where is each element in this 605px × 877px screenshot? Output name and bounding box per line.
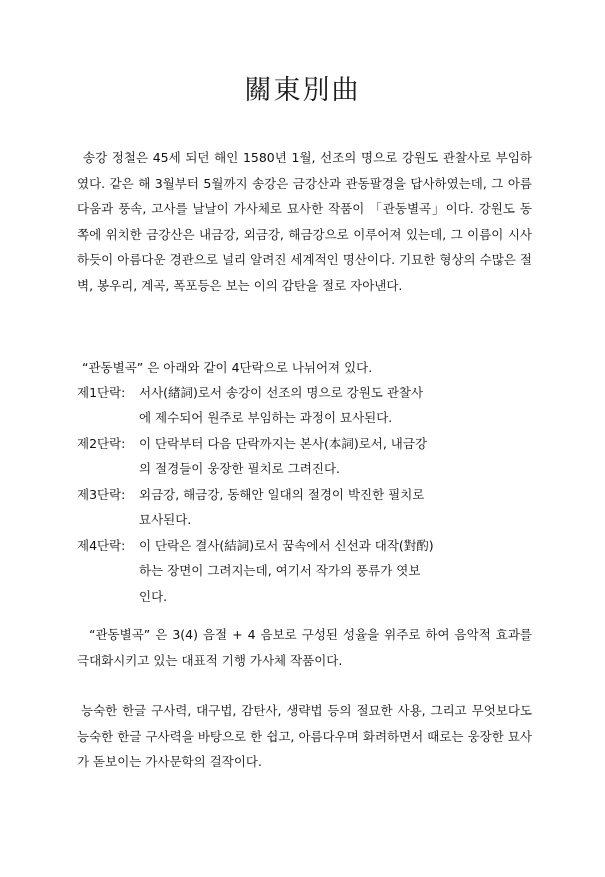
- stage-2-line1: 이 단락부터 다음 단락까지는 본사(本詞)로서, 내금강: [139, 436, 428, 451]
- stages-intro: “관동별곡” 은 아래와 같이 4단락으로 나뉘어져 있다.: [82, 360, 373, 375]
- stage-1-line2: 에 제수되어 원주로 부임하는 과정이 묘사된다.: [139, 410, 393, 426]
- stage-2-line2: 의 절경들이 웅장한 필치로 그려진다.: [139, 461, 340, 477]
- conclusion-paragraph: 능숙한 한글 구사력, 대구법, 감탄사, 생략법 등의 절묘한 사용, 그리고 무엇보다도 능숙한 한글 구사력을 바탕으로 한 쉽고, 아름다우며 화려하면서 때로는 웅장한 묘사가 돋보이는 가사문학의 걸작이다.: [77, 703, 532, 770]
- stage-4-line2: 하는 장면이 그려지는데, 여기서 작가의 풍류가 엿보: [139, 563, 421, 579]
- stage-2-label: 제2단락:: [77, 436, 126, 451]
- stage-3-label: 제3단락:: [77, 487, 126, 502]
- stage-4: [77, 533, 537, 609]
- stage-3-line1: 외금강, 해금강, 동해안 일대의 절경이 박진한 필치로: [139, 487, 425, 502]
- stage-1-line1: 서사(緖詞)로서 송강이 선조의 명으로 강원도 관찰사: [139, 385, 424, 400]
- intro-paragraph: 송강 정철은 45세 되던 해인 1580년 1월, 선조의 명으로 강원도 관찰사로 부임하였다. 같은 해 3월부터 5월까지 송강은 금강산과 관동팔경을 답사하였는데, 그 아름다움과 풍속, 고사를 날날이 가사체로 묘사한 작품이 「관동별곡」이다. 강원도 동쪽에 위치한 금강산은 내금강, 외금강, 해금강으로 이루어져 있는데, 그 이름이 시사하듯이 아름다운 경관으로 널리 알려진 세계적인 명산이다. 기묘한 형상의 수많은 절벽, 봉우리, 계곡, 폭포등은 보는 이의 감탄을 절로 자아낸다.: [77, 150, 532, 293]
- stage-1-label: 제1단락:: [77, 385, 126, 400]
- document-title: 關東別曲: [244, 75, 361, 106]
- stage-3-line2: 묘사된다.: [139, 512, 192, 528]
- meter-paragraph: “관동별곡” 은 3(4) 음절 + 4 음보로 구성된 성율을 위주로 하여 음악적 효과를 극대화시키고 있는 대표적 기행 가사체 작품이다.: [77, 627, 532, 668]
- stage-1: [77, 380, 537, 431]
- stage-3: [77, 482, 537, 533]
- stage-2: [77, 431, 537, 482]
- stage-4-line3: 인다.: [139, 588, 168, 604]
- stage-4-label: 제4단락:: [77, 538, 126, 553]
- stage-4-line1: 이 단락은 결사(結詞)로서 꿈속에서 신선과 대작(對酌): [139, 538, 434, 553]
